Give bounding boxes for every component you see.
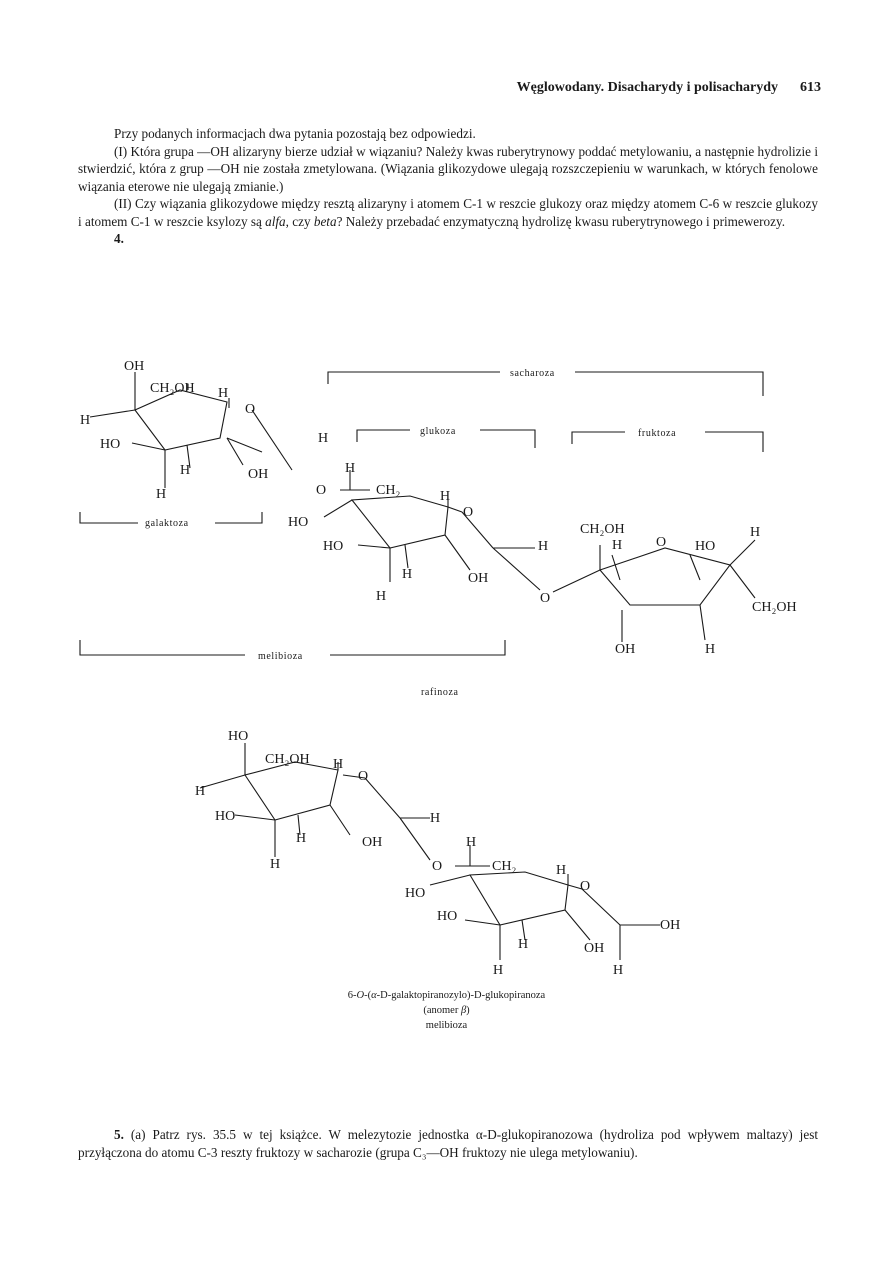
item-5-text: (a) Patrz rys. 35.5 w tej książce. W melezytozie jednostka α-D-glukopiranozowa (hydroliza pod wpływem maltazy) jest przyłączona do atomu C-3 reszty fruktozy w sacharozie (grupa C₃—OH fruktozy nie ulega metylowaniu).: [78, 1127, 818, 1160]
label-fruktoza: fruktoza: [638, 428, 677, 439]
mel-glc-oxygen-bonds: [568, 885, 620, 925]
gal-ch2oh: CH₂OH: [150, 381, 195, 396]
mel-h-c3: H: [296, 831, 307, 846]
fru-ring-o: O: [656, 535, 667, 550]
glc-h-c2: H: [402, 567, 413, 582]
caption-mid: -(: [364, 990, 372, 1001]
item-4-number: 4.: [114, 231, 124, 246]
glc-oh-c2: OH: [468, 571, 489, 586]
item-5: [78, 1126, 818, 1161]
gal-h-c3: H: [180, 463, 191, 478]
glc-h-c5: H: [440, 489, 451, 504]
melibiose-atoms: [195, 729, 680, 978]
mel-h-glc-c2: H: [518, 937, 529, 952]
galactose-c5-bond: [227, 438, 262, 452]
label-sacharoza: sacharoza: [510, 368, 555, 379]
mel-glucose-ring: [470, 872, 568, 925]
glc-h-c6: H: [345, 461, 356, 476]
gal-h-c5: H: [218, 386, 229, 401]
caption-name: melibioza: [425, 1020, 468, 1031]
caption-rest: -D-galaktopiranozylo)-D-glukopiranoza: [376, 990, 546, 1001]
glc-h-c1: H: [538, 539, 549, 554]
fru-ch2oh-right: CH₂OH: [752, 600, 797, 615]
glc-ring-o: O: [463, 505, 474, 520]
mel-gal-top-bonds: [200, 743, 245, 788]
caption-o: O: [356, 990, 365, 1001]
fru-ho: HO: [695, 539, 716, 554]
mel-h-c1-bottom: H: [613, 963, 624, 978]
paragraph-2: (I) Która grupa —OH alizaryny bierze udział w wiązaniu? Należy kwas ruberytrynowy poddać metylowaniu, a następnie hydrolizie i stwierdzić, która z grup —OH nie została zmetylowana. (Wiązania glikozydowe ulegają rozszczepieniu w warunkach, w których fenolowe wiązania eterowe nie ulegają zmianie.): [78, 143, 818, 194]
melibiose-structure: [200, 743, 660, 960]
label-melibioza: melibioza: [258, 651, 303, 662]
mel-ch2oh: CH₂OH: [265, 752, 310, 767]
raffinose-atoms: [80, 359, 797, 657]
fru-h-c5: H: [750, 525, 761, 540]
gal-oh-c2: OH: [248, 467, 269, 482]
mel-ch2: CH₂: [492, 859, 517, 874]
mel-glc-o: O: [580, 879, 591, 894]
fru-oh-bottom: OH: [615, 642, 636, 657]
gal-h-left: H: [80, 413, 91, 428]
label-rafinoza: rafinoza: [421, 687, 459, 698]
gal-ho: HO: [100, 437, 121, 452]
gal-h-c1: H: [318, 431, 329, 446]
anomer-prefix: (anomer: [423, 1005, 461, 1016]
glc-ch2: CH₂: [376, 483, 401, 498]
mel-ho-c4: HO: [215, 809, 236, 824]
glucose-c1-bonds: [493, 548, 540, 590]
mel-ho-top: HO: [228, 729, 249, 744]
p3-part-c: ? Należy przebadać enzymatyczną hydrolizę kwasu ruberytrynowego i primewerozy.: [336, 213, 785, 229]
gal-h-bottom: H: [156, 487, 167, 502]
mel-h-c1: H: [430, 811, 441, 826]
mel-h-left: H: [195, 784, 206, 799]
caption-prefix: 6-: [347, 990, 357, 1001]
mel-h-c5b: H: [556, 863, 567, 878]
glc-link-o: O: [316, 483, 327, 498]
gal-oh-top: OH: [124, 359, 145, 374]
p3-part-a: (II) Czy wiązania glikozydowe między resztą alizaryny i atomem C-1 w reszcie glukozy oraz między atomem C-6 w reszcie glukozy i atomem C-1 w reszcie ksylozy są: [78, 196, 818, 229]
mel-oh-glc-c2: OH: [584, 941, 605, 956]
mel-h-c6: H: [466, 835, 477, 850]
caption-alpha: α: [371, 990, 377, 1001]
fructose-ring: [600, 548, 730, 605]
fru-h-c3: H: [612, 538, 623, 553]
paragraph-1: Przy podanych informacjach dwa pytania pozostają bez odpowiedzi.: [114, 126, 476, 141]
p3-alfa: alfa: [265, 213, 286, 229]
mel-h-c5: H: [333, 757, 344, 772]
p3-beta: beta: [313, 213, 337, 229]
caption-line-2: [0, 1003, 893, 1018]
fru-ch2oh-top: CH₂OH: [580, 522, 625, 537]
anomer-beta: β: [460, 1005, 467, 1016]
mel-h-bottom: H: [270, 857, 281, 872]
mel-ho-glc-c3: HO: [437, 909, 458, 924]
glc-ho-c3: HO: [323, 539, 344, 554]
fru-h-bottom: H: [705, 642, 716, 657]
mel-galactose-ring: [245, 762, 338, 820]
caption-line-1: [0, 988, 893, 1003]
mel-oh-c2: OH: [362, 835, 383, 850]
mel-link-o: O: [432, 859, 443, 874]
fructose-substituent-bonds: [553, 540, 755, 642]
label-glukoza: glukoza: [420, 426, 456, 437]
gal-ring-o: O: [245, 402, 256, 417]
glc-h-bottom: H: [376, 589, 387, 604]
header-title: Węglowodany. Disacharydy i polisacharydy: [516, 80, 778, 95]
raffinose-structure: [80, 372, 763, 655]
galactose-ring: [135, 390, 227, 450]
mel-glc-substituent-bonds: [430, 874, 660, 960]
item-5-number: 5.: [114, 1127, 124, 1142]
galactose-c1-bond: [252, 410, 292, 470]
fru-link-o: O: [540, 591, 551, 606]
label-galaktoza: galaktoza: [145, 518, 189, 529]
mel-ho-glc-c4: HO: [405, 886, 426, 901]
mel-gal-o: O: [358, 769, 369, 784]
mel-gal-oxygen-bonds: [343, 775, 400, 818]
melibiose-caption: [0, 988, 893, 1033]
glc-ho-c4: HO: [288, 515, 309, 530]
mel-oh-c1: OH: [660, 918, 681, 933]
anomer-suffix: ): [466, 1005, 470, 1016]
mel-h-glc-bottom: H: [493, 963, 504, 978]
page-number: 613: [800, 80, 821, 95]
p3-part-b: , czy: [285, 213, 314, 229]
glucose-ring: [352, 496, 448, 548]
